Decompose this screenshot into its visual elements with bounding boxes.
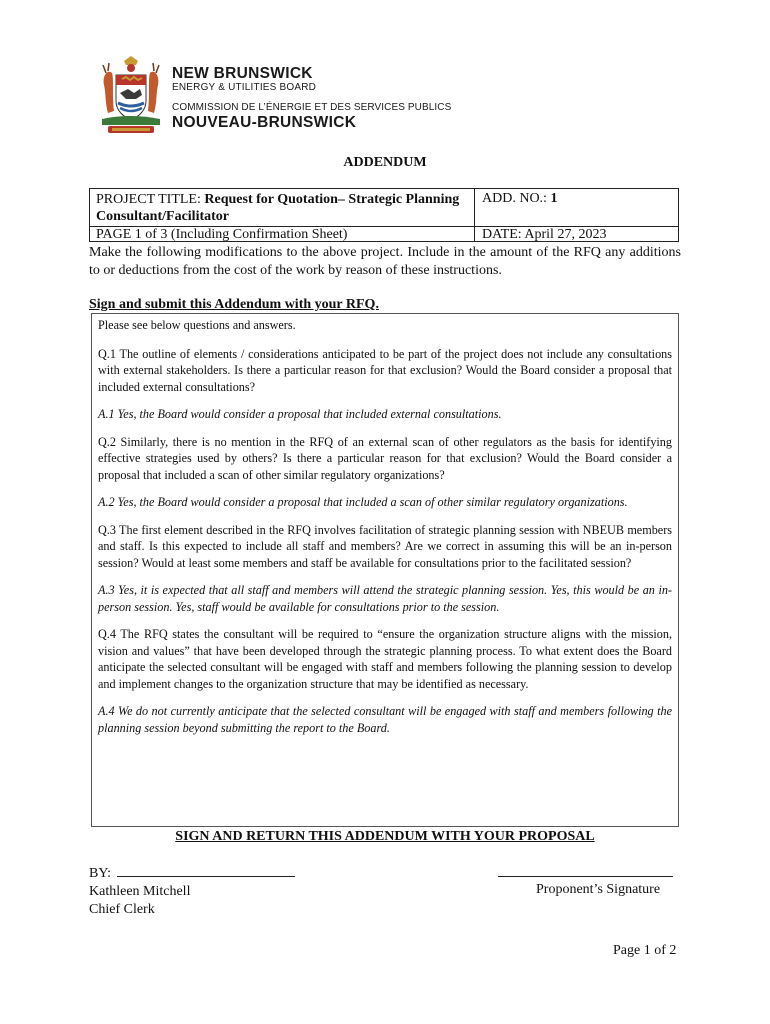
answer-1: A.1 Yes, the Board would consider a proposal that included external consultations. xyxy=(98,407,502,421)
question-1: Q.1 The outline of elements / considerations anticipated to be part of the project does not include any consultations with external stakeholders. Is there a particular reason for that exclusion? Would the Board consider a proposal that included external consultations? xyxy=(98,346,672,394)
add-no-cell xyxy=(482,191,557,207)
proponent-signature-line xyxy=(498,876,673,877)
by-line xyxy=(89,864,295,883)
add-no-value: 1 xyxy=(550,191,558,206)
answer-3: A.3 Yes, it is expected that all staff and members will attend the strategic planning session. Yes, this would be an in-person session. Yes, staff would be available for consultations prior to the session. xyxy=(98,583,672,614)
by-signature-line xyxy=(117,864,295,877)
sign-instruction: Sign and submit this Addendum with your RFQ. xyxy=(89,297,379,312)
org-name-line-4: NOUVEAU-BRUNSWICK xyxy=(172,114,357,131)
by-label: BY: xyxy=(89,866,112,881)
org-name-line-3: COMMISSION DE L’ÉNERGIE ET DES SERVICES PUBLICS xyxy=(172,102,452,113)
page-info-cell: PAGE 1 of 3 (Including Confirmation Sheet) xyxy=(96,227,348,242)
project-title-cell xyxy=(96,191,466,225)
header-table xyxy=(89,188,679,242)
sign-return-heading: SIGN AND RETURN THIS ADDENDUM WITH YOUR PROPOSAL xyxy=(175,829,595,844)
signatory-block xyxy=(89,864,295,919)
header-table-divider xyxy=(474,189,475,241)
add-no-label: ADD. NO.: xyxy=(482,191,551,206)
org-name-line-1: NEW BRUNSWICK xyxy=(172,65,313,82)
signatory-title: Chief Clerk xyxy=(89,902,155,917)
date-cell: DATE: April 27, 2023 xyxy=(482,227,607,242)
signatory-name: Kathleen Mitchell xyxy=(89,884,191,899)
page-title: ADDENDUM xyxy=(343,155,427,170)
page-number: Page 1 of 2 xyxy=(613,943,677,958)
question-4: Q.4 The RFQ states the consultant will be required to “ensure the organization structure aligns with the mission, vision and values” that have been developed through the strategic planning process. To what extent does the Board anticipate the selected consultant will be engaged with staff and members following the planning session to develop and implement changes to the organization structure that may be identified as necessary. xyxy=(98,627,672,691)
question-3: Q.3 The first element described in the RFQ involves facilitation of strategic planning session with NBEUB members and staff. Is this expected to include all staff and members? Are we correct in assuming this will be an in-person session? Would at least some members and staff be available for consultations prior to the facilitated session? xyxy=(98,522,672,570)
answer-2: A.2 Yes, the Board would consider a proposal that included a scan of other similar regulatory organizations. xyxy=(98,495,628,509)
answer-4: A.4 We do not currently anticipate that the selected consultant will be engaged with staff and members following the planning session beyond submitting the report to the Board. xyxy=(98,704,672,735)
org-name-line-2: ENERGY & UTILITIES BOARD xyxy=(172,82,317,93)
proponent-signature-label: Proponent’s Signature xyxy=(536,882,661,897)
qa-lead: Please see below questions and answers. xyxy=(98,318,296,332)
organization-name xyxy=(172,66,451,132)
question-2: Q.2 Similarly, there is no mention in the RFQ of an external scan of other regulators as the basis for identifying effective strategies used by others? Is there a particular reason for that exclusion? Would the Board consider a proposal that included a scan of other similar regulatory organizations? xyxy=(98,434,672,482)
crest-logo-icon xyxy=(100,55,162,137)
project-title-label: PROJECT TITLE: xyxy=(96,192,205,207)
intro-paragraph: Make the following modifications to the above project. Include in the amount of the RFQ any additions to or deductions from the cost of the work by reason of these instructions. xyxy=(89,245,681,278)
project-title-value: Request for Quotation– Strategic Planning Consultant/Facilitator xyxy=(96,192,460,224)
qa-box xyxy=(91,313,679,827)
